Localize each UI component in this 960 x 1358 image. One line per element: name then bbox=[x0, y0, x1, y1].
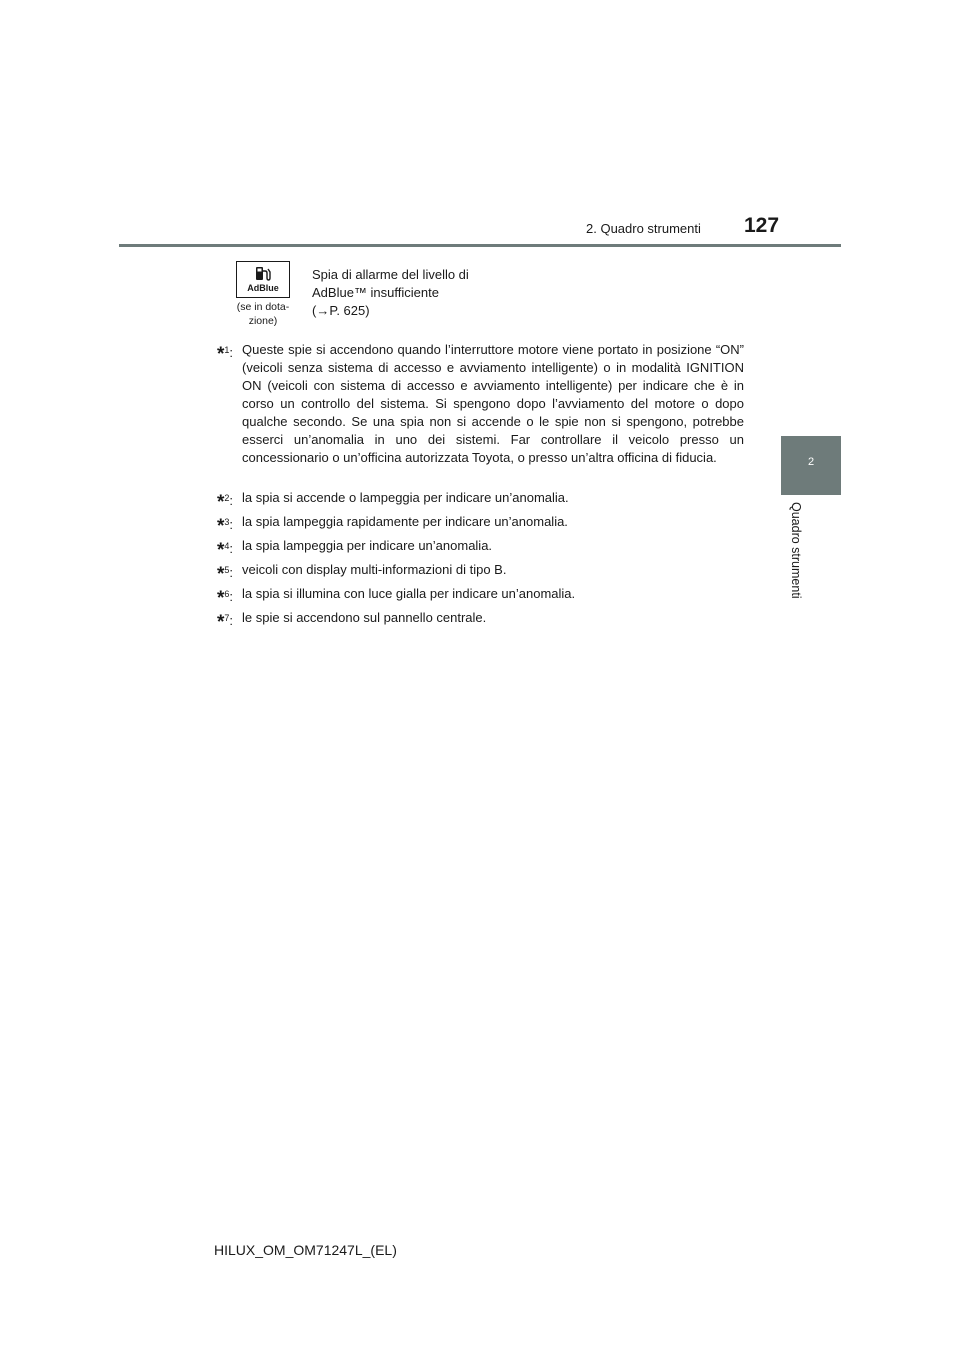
footnote-text: la spia si accende o lampeggia per indicare un’anomalia. bbox=[242, 490, 569, 505]
chapter-tab bbox=[781, 436, 841, 495]
adblue-indicator-icon-box bbox=[236, 261, 290, 298]
indicator-desc-line2: AdBlue™ insufficiente bbox=[312, 285, 439, 300]
chapter-number: 2 bbox=[807, 456, 815, 468]
footnote: *$^5$: veicoli con display multi-informazioni di tipo B. bbox=[217, 561, 744, 579]
page-number: 127 bbox=[744, 214, 780, 237]
section-title: 2. Quadro strumenti bbox=[586, 221, 701, 236]
footnote: *$^7$: le spie si accendono sul pannello centrale. bbox=[217, 609, 744, 627]
footnote-asterisk: * bbox=[217, 612, 225, 633]
footnote-asterisk: * bbox=[217, 344, 225, 365]
footnote-asterisk: * bbox=[217, 564, 225, 585]
footnote: *$^6$: la spia si illumina con luce gialla per indicare un’anomalia. bbox=[217, 585, 744, 603]
footnote-asterisk: * bbox=[217, 516, 225, 537]
footnote-number: 7 bbox=[224, 613, 230, 623]
footnote-asterisk: * bbox=[217, 492, 225, 513]
footnote-number: 1 bbox=[224, 345, 230, 355]
footnote-text: la spia lampeggia per indicare un’anomalia. bbox=[242, 538, 493, 553]
adblue-icon-label: AdBlue bbox=[247, 283, 279, 293]
footnote-text: Queste spie si accendono quando l’interruttore motore viene portato in posizione “ON” (veicoli senza sistema di accesso e avviamento intelligente) o in modalità IGNITION ON (veicoli con sistema di accesso e avviamento intelligente) per indicare che è in corso un controllo del sistema. Si spengono dopo l’avviamento del motore o dopo qualche secondo. Se una spia non si accende o le spie non si spengono, potrebbe esserci un’anomalia in uno dei sistemi. Far controllare il veicolo presso un concessionario o un’officina autorizzata Toyota, o presso un’altra officina di fiducia. bbox=[242, 342, 744, 465]
footnote-number: 3 bbox=[224, 517, 230, 527]
footnote-text: la spia lampeggia rapidamente per indicare un’anomalia. bbox=[242, 514, 568, 529]
footnote-text: la spia si illumina con luce gialla per indicare un’anomalia. bbox=[242, 586, 576, 601]
footnote-number: 5 bbox=[224, 565, 230, 575]
adblue-fuel-pump-icon bbox=[255, 266, 273, 282]
document-code: HILUX_OM_OM71247L_(EL) bbox=[214, 1242, 397, 1258]
header-rule bbox=[119, 244, 841, 247]
footnote-text: le spie si accendono sul pannello centrale. bbox=[242, 610, 487, 625]
footnote: *$^2$: la spia si accende o lampeggia per indicare un’anomalia. bbox=[217, 489, 744, 507]
footnote: *$^1$: Queste spie si accendono quando l’interruttore motore viene portato in posizione “ON” (veicoli senza sistema di accesso e avviamento intelligente) o in modalità IGNITION ON (veicoli con sistema di accesso e avviamento intelligente) per indicare che è in corso un controllo del sistema. Si spengono dopo l’avviamento del motore o dopo qualche secondo. Se una spia non si accende o le spie non si spengono, potrebbe esserci un’anomalia in uno dei sistemi. Far controllare il veicolo presso un concessionario o un’officina autorizzata Toyota, o presso un’altra officina di fiducia. bbox=[217, 342, 744, 465]
footnote-asterisk: * bbox=[217, 588, 225, 609]
footnote: *$^3$: la spia lampeggia rapidamente per indicare un’anomalia. bbox=[217, 513, 744, 531]
icon-caption bbox=[224, 300, 302, 328]
footnote-number: 6 bbox=[224, 589, 230, 599]
indicator-page-reference: (→P. 625) bbox=[312, 303, 370, 318]
indicator-desc-line1: Spia di allarme del livello di bbox=[312, 267, 469, 282]
indicator-description bbox=[312, 266, 502, 320]
icon-caption-line2: zione) bbox=[248, 315, 278, 327]
footnote-asterisk: * bbox=[217, 540, 225, 561]
chapter-title-vertical: Quadro strumenti bbox=[789, 502, 803, 599]
icon-caption-line1: (se in dota- bbox=[236, 301, 290, 313]
footnote-number: 4 bbox=[224, 541, 230, 551]
footnote-text: veicoli con display multi-informazioni di tipo B. bbox=[242, 562, 507, 577]
footnote-number: 2 bbox=[224, 493, 230, 503]
footnote: *$^4$: la spia lampeggia per indicare un’anomalia. bbox=[217, 537, 744, 555]
